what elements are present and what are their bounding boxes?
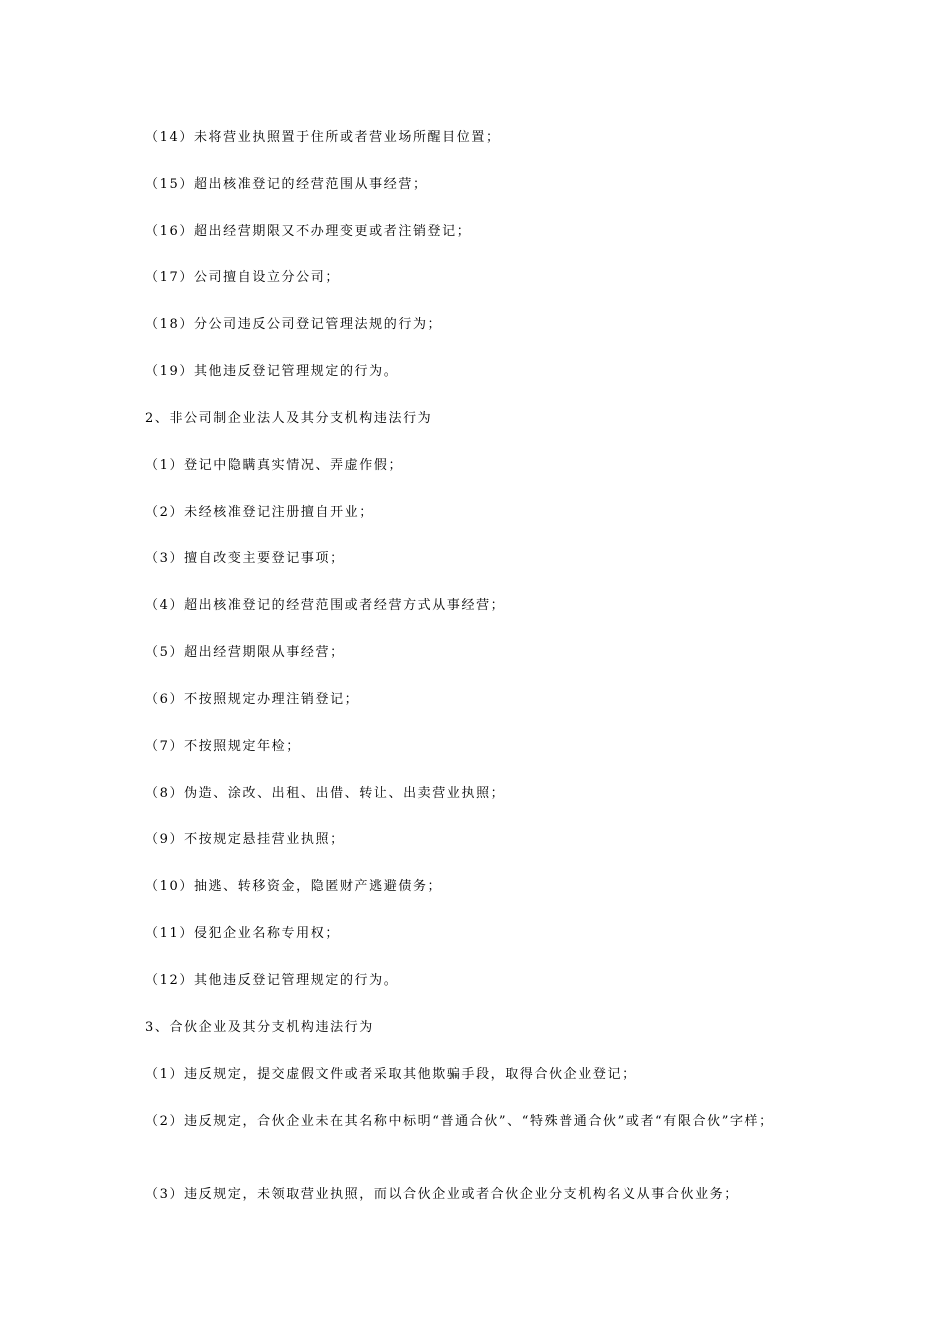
list-item-17: （17）公司擅自设立分公司； bbox=[145, 270, 340, 285]
list-item-1: （1）登记中隐瞒真实情况、弄虚作假； bbox=[145, 458, 404, 473]
list-item-3: （3）擅自改变主要登记事项； bbox=[145, 551, 345, 566]
list-item-12: （12）其他违反登记管理规定的行为。 bbox=[145, 973, 399, 988]
list-item-14: （14）未将营业执照置于住所或者营业场所醒目位置； bbox=[145, 130, 501, 145]
list-item-11: （11）侵犯企业名称专用权； bbox=[145, 926, 340, 941]
list-item-2: （2）违反规定，合伙企业未在其名称中标明“普通合伙”、“特殊普通合伙”或者“有限合伙”字样； bbox=[145, 1114, 774, 1129]
list-item-7: （7）不按照规定年检； bbox=[145, 739, 301, 754]
list-item-16: （16）超出经营期限又不办理变更或者注销登记； bbox=[145, 224, 472, 239]
list-item-6: （6）不按照规定办理注销登记； bbox=[145, 692, 360, 707]
section-heading-3: 3、合伙企业及其分支机构违法行为 bbox=[145, 1020, 374, 1035]
list-item-5: （5）超出经营期限从事经营； bbox=[145, 645, 345, 660]
list-item-1: （1）违反规定，提交虚假文件或者采取其他欺骗手段，取得合伙企业登记； bbox=[145, 1067, 637, 1082]
list-item-9: （9）不按规定悬挂营业执照； bbox=[145, 832, 345, 847]
list-item-19: （19）其他违反登记管理规定的行为。 bbox=[145, 364, 399, 379]
list-item-10: （10）抽逃、转移资金，隐匿财产逃避债务； bbox=[145, 879, 443, 894]
list-item-2: （2）未经核准登记注册擅自开业； bbox=[145, 505, 374, 520]
list-item-4: （4）超出核准登记的经营范围或者经营方式从事经营； bbox=[145, 598, 506, 613]
list-item-18: （18）分公司违反公司登记管理法规的行为； bbox=[145, 317, 443, 332]
section-heading-2: 2、非公司制企业法人及其分支机构违法行为 bbox=[145, 411, 433, 426]
list-item-8: （8）伪造、涂改、出租、出借、转让、出卖营业执照； bbox=[145, 786, 506, 801]
list-item-3: （3）违反规定，未领取营业执照，而以合伙企业或者合伙企业分支机构名义从事合伙业务； bbox=[145, 1187, 739, 1202]
list-item-15: （15）超出核准登记的经营范围从事经营； bbox=[145, 177, 428, 192]
